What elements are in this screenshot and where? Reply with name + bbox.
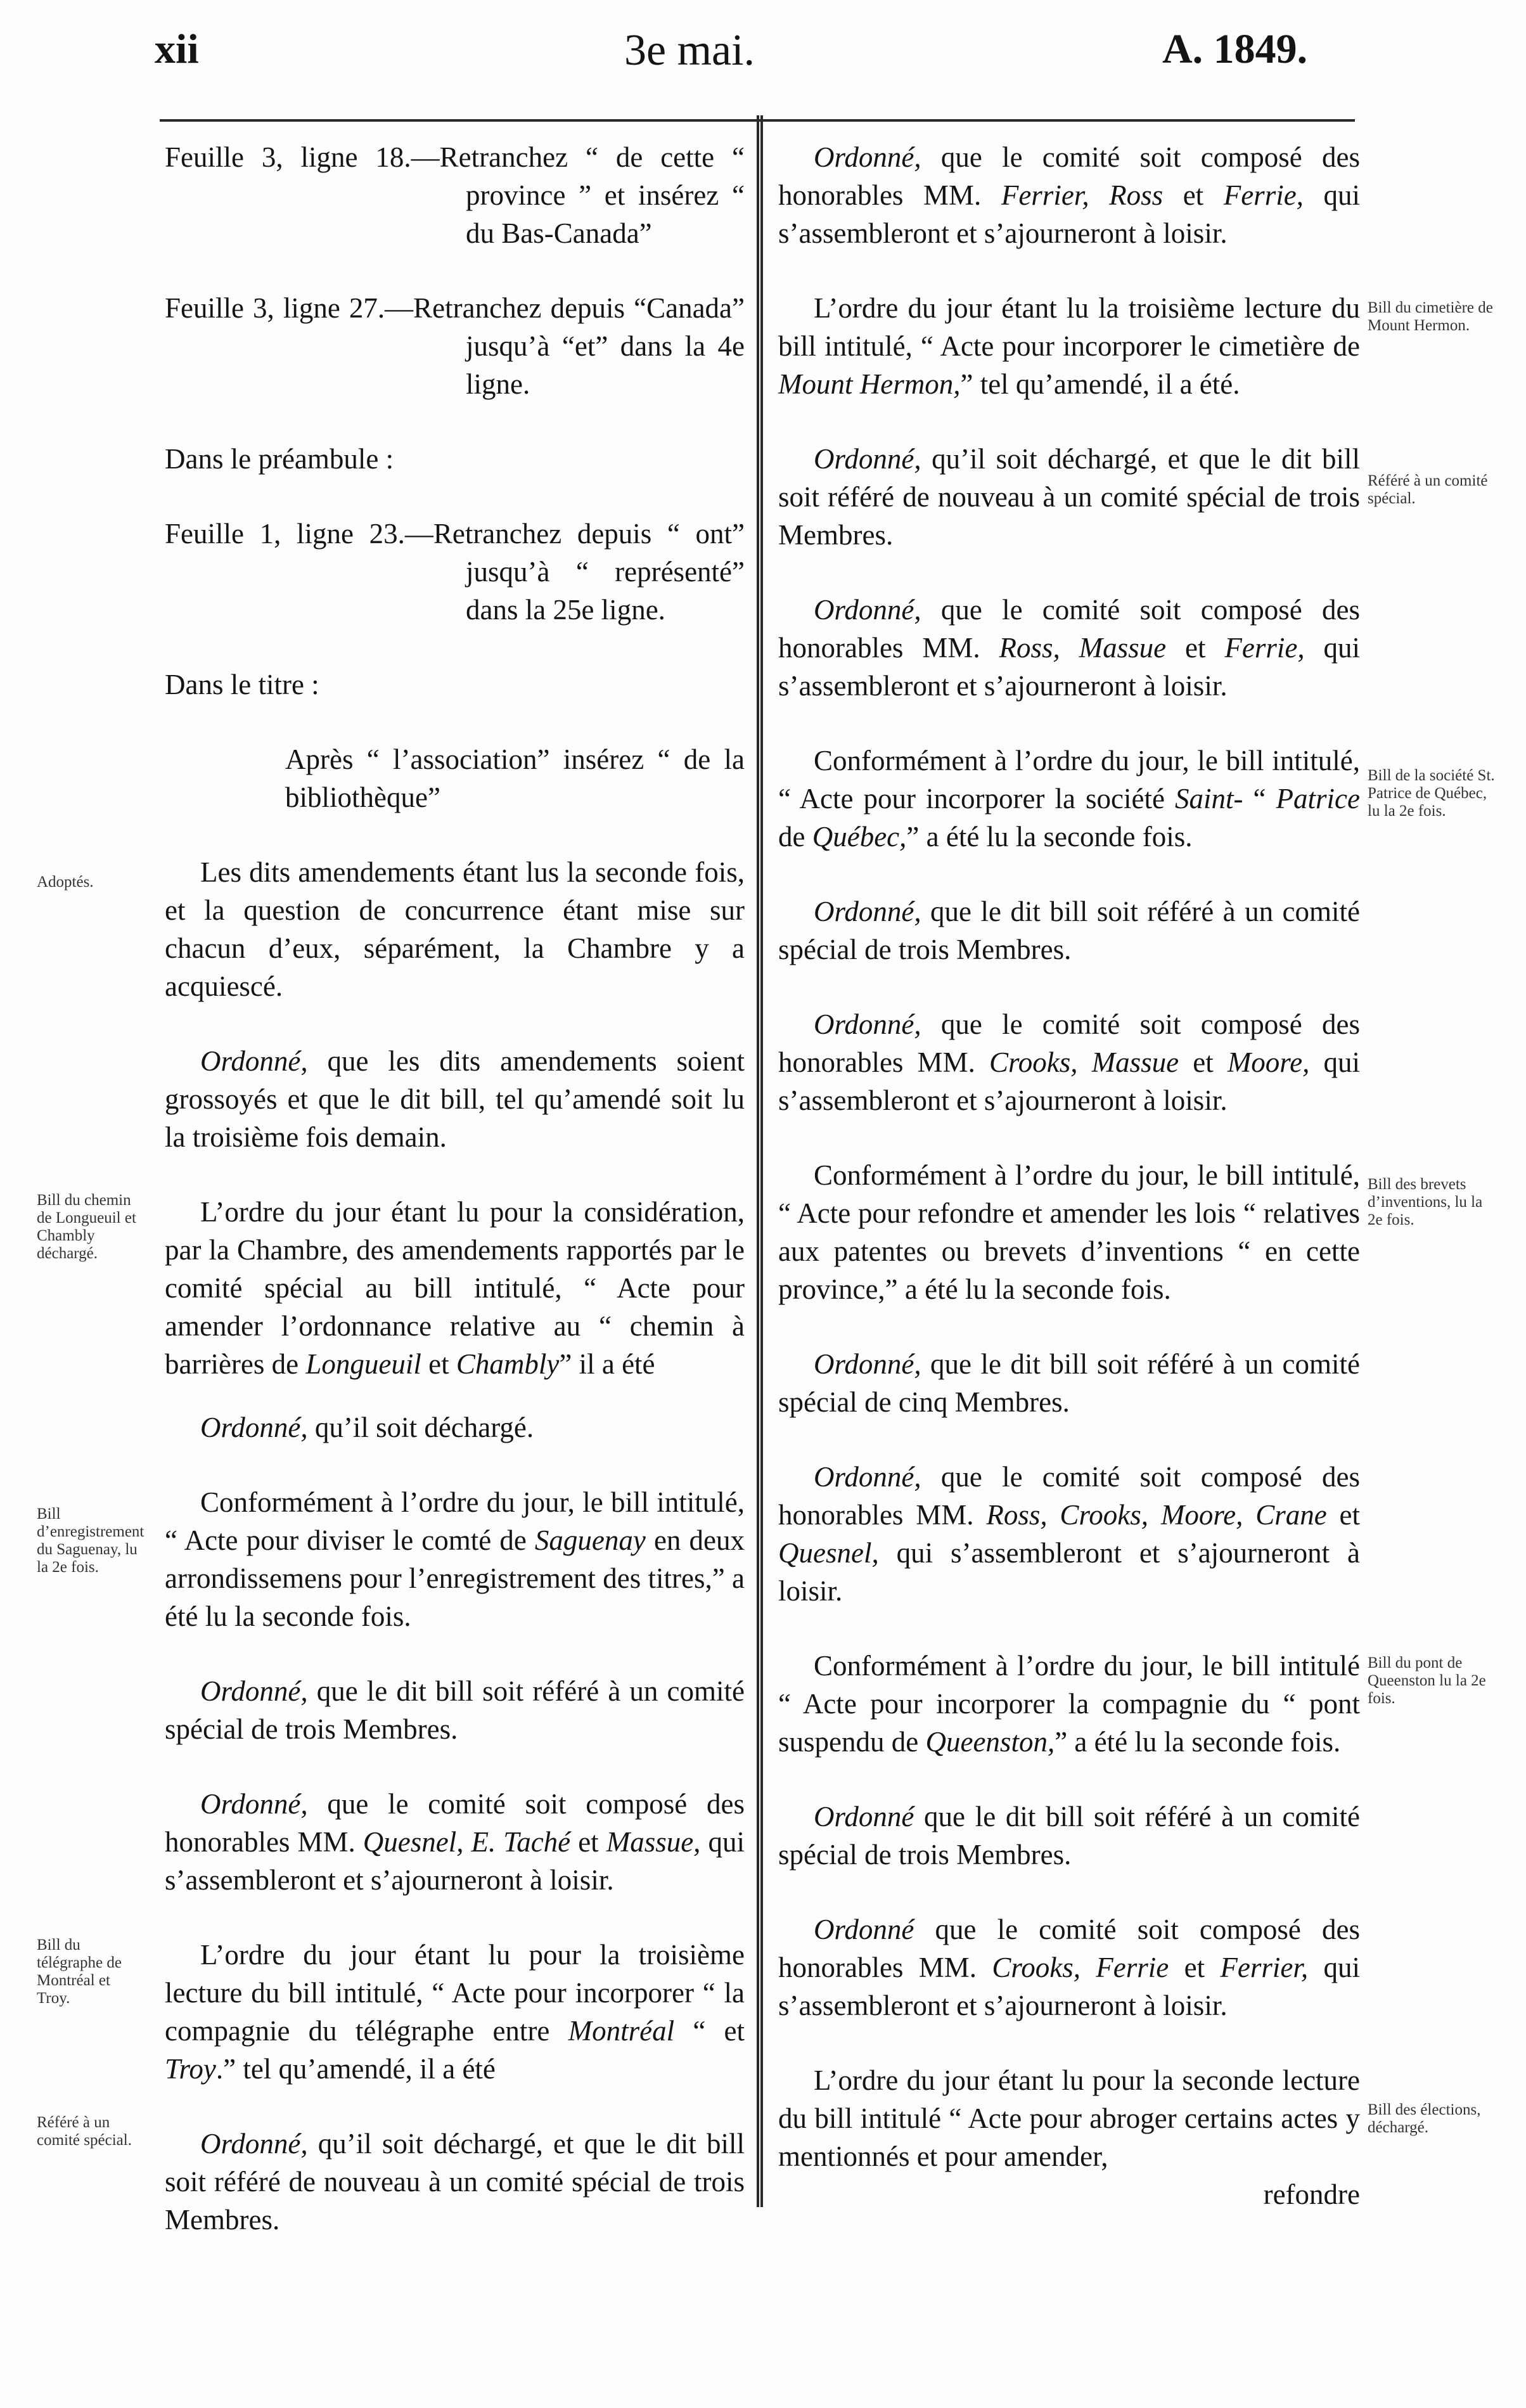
left-column [165,138,745,2239]
cemetery-bill: L’ordre du jour étant lu la troisième lecture du bill intitulé, “ Acte pour incorporer le cimetière de Mount Hermon,” tel qu’amendé, il a été. [778,292,1360,400]
order-committee-ferrier: Ordonné, que le comité soit composé des honorables MM. Ferrier, Ross et Ferrie, qui s’assembleront et s’ajourneront à loisir. [778,141,1360,249]
order-committee-five: Ordonné, que le comité soit composé des honorables MM. Ross, Crooks, Moore, Crane et Quesnel, qui s’assembleront et s’ajourneront à loisir. [778,1461,1360,1607]
margin-note-patrice: Bill de la société St. Patrice de Québec, lu la 2e fois. [1368,767,1495,820]
order-committee-crooks: Ordonné, que le comité soit composé des honorables MM. Crooks, Massue et Moore, qui s’assembleront et s’ajourneront à loisir. [778,1008,1360,1116]
amendment-f3-l18: Feuille 3, ligne 18.—Retranchez “ de cette “ province ” et insérez “ du Bas-Canada” [165,141,745,249]
order-cemetery-refer: Ordonné, qu’il soit déchargé, et que le dit bill soit référé de nouveau à un comité spécial de trois Membres. [778,443,1360,551]
margin-note-telegraphe: Bill du télégraphe de Montréal et Troy. [37,1936,122,2007]
margin-note-elections: Bill des élections, déchargé. [1368,2101,1481,2136]
patrice-bill: Conformément à l’ordre du jour, le bill intitulé, “ Acte pour incorporer la société Saint- “ Patrice de Québec,” a été lu la seconde fois. [778,745,1360,853]
preamble-heading: Dans le préambule : [165,443,394,475]
order-refer-three: Ordonné, que le dit bill soit référé à un comité spécial de trois Membres. [165,1675,745,1745]
order-telegraph-refer: Ordonné, qu’il soit déchargé, et que le dit bill soit référé de nouveau à un comité spécial de trois Membres. [165,2128,745,2236]
margin-note-refere-right: Référé à un comité spécial. [1368,472,1488,507]
order-engross: Ordonné, que les dits amendements soient grossoyés et que le dit bill, tel qu’amendé soit lu la troisième fois demain. [165,1045,745,1153]
order-patents-refer: Ordonné, que le dit bill soit référé à un comité spécial de cinq Membres. [778,1348,1360,1418]
patents-bill: Conformément à l’ordre du jour, le bill intitulé, “ Acte pour refondre et amender les lois “ relatives aux patentes ou brevets d’inventions “ en cette province,” a été lu la seconde fois. [778,1159,1360,1305]
right-column [778,138,1360,2213]
title-heading: Dans le titre : [165,669,319,700]
order-queenston-refer: Ordonné que le dit bill soit référé à un comité spécial de trois Membres. [778,1801,1360,1870]
order-patrice-refer: Ordonné, que le dit bill soit référé à un comité spécial de trois Membres. [778,896,1360,965]
column-divider [757,115,763,2207]
chemin-order: L’ordre du jour étant lu pour la considération, par la Chambre, des amendements rapportés par le comité spécial au bill intitulé, “ Acte pour amender l’ordonnance relative au “ chemin à barrières de Longueuil et Chambly” il a été [165,1196,745,1380]
elections-bill: L’ordre du jour étant lu pour la seconde lecture du bill intitulé “ Acte pour abroger certains actes y mentionnés et pour amender, [778,2064,1360,2172]
margin-note-cimetiere: Bill du cimetière de Mount Hermon. [1368,299,1493,334]
amendment-title: Après “ l’association” insérez “ de la bibliothèque” [285,744,745,813]
order-committee-ross: Ordonné, que le comité soit composé des honorables MM. Ross, Massue et Ferrie, qui s’assembleront et s’ajourneront à loisir. [778,594,1360,702]
catchword: refondre [1263,2179,1360,2210]
saguenay-bill: Conformément à l’ordre du jour, le bill intitulé, “ Acte pour diviser le comté de Saguenay en deux arrondissemens pour l’enregistrement des titres,” a été lu la seconde fois. [165,1486,745,1632]
amendments-adopted: Les dits amendements étant lus la seconde fois, et la question de concurrence étant mise sur chacun d’eux, séparément, la Chambre y a acquiescé. [165,856,745,1002]
margin-note-pont: Bill du pont de Queenston lu la 2e fois. [1368,1654,1486,1707]
queenston-bill: Conformément à l’ordre du jour, le bill intitulé “ Acte pour incorporer la compagnie du “ pont suspendu de Queenston,” a été lu la seconde fois. [778,1650,1360,1758]
page-number: xii [155,26,199,72]
amendment-f1-l23: Feuille 1, ligne 23.—Retranchez depuis “ ont” jusqu’à “ représenté” dans la 25e ligne. [165,518,745,626]
margin-note-brevets: Bill des brevets d’inventions, lu la 2e fois. [1368,1176,1483,1228]
margin-note-refere-left: Référé à un comité spécial. [37,2114,132,2149]
page-date: 3e mai. [624,26,755,75]
order-discharged: Ordonné, qu’il soit déchargé. [200,1412,534,1443]
margin-note-chemin: Bill du chemin de Longueuil et Chambly déchargé. [37,1192,136,1262]
telegraph-bill: L’ordre du jour étant lu pour la troisième lecture du bill intitulé, “ Acte pour incorporer “ la compagnie du télégraphe entre Montréal “ et Troy.” tel qu’amendé, il a été [165,1939,745,2085]
margin-note-adoptes: Adoptés. [37,873,94,891]
margin-note-enregistrement: Bill d’enregistrement du Saguenay, lu la 2e fois. [37,1505,144,1576]
amendment-f3-l27: Feuille 3, ligne 27.—Retranchez depuis “Canada” jusqu’à “et” dans la 4e ligne. [165,292,745,400]
order-committee-quesnel: Ordonné, que le comité soit composé des honorables MM. Quesnel, E. Taché et Massue, qui s’assembleront et s’ajourneront à loisir. [165,1788,745,1896]
order-committee-queenston: Ordonné que le comité soit composé des honorables MM. Crooks, Ferrie et Ferrier, qui s’assembleront et s’ajourneront à loisir. [778,1914,1360,2021]
page-year: A. 1849. [1162,26,1308,72]
